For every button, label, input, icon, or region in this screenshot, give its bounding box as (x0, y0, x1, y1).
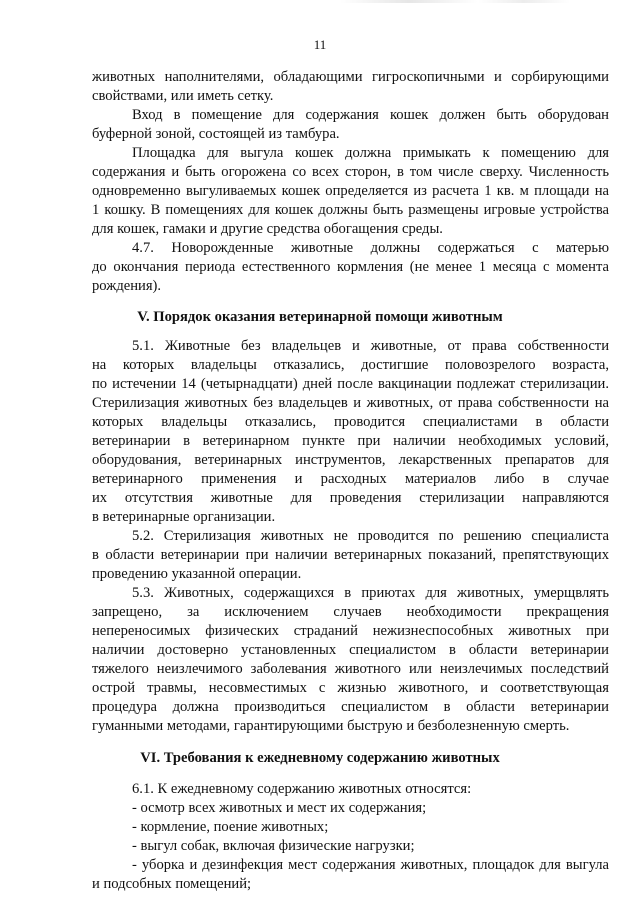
text-line: оборудования, ветеринарных инструментов, лекарственных препаратов для (92, 452, 609, 468)
text-line: одновременно выгуливаемых кошек определяется из расчета 1 кв. м площади на (92, 183, 609, 199)
text-line: которых владельцы отказались, проводится специалистами в области (92, 414, 609, 430)
text-line: острой травмы, несовместимых с жизнью животного, и соответствующая (92, 680, 609, 696)
text-line: 1 кошку. В помещениях для кошек должны быть размещены игровые устройства (92, 202, 609, 218)
text-line: 4.7. Новорожденные животные должны содержаться с матерью (132, 240, 609, 256)
text-line: гуманными методами, гарантирующими быструю и безболезненную смерть. (92, 718, 570, 734)
text-line: наличии достоверно установленных специалистом в области ветеринарии (92, 642, 609, 658)
text-line: процедура должна производиться специалистом в области ветеринарии (92, 699, 609, 715)
text-line: на которых владельцы отказались, достигшие половозрелого возраста, (92, 357, 609, 373)
section-heading: VI. Требования к ежедневному содержанию животных (140, 750, 500, 766)
list-item: - выгул собак, включая физические нагрузки; (132, 838, 415, 854)
section-heading: V. Порядок оказания ветеринарной помощи животным (137, 309, 503, 325)
text-line: ветеринарии в ветеринарном пункте при наличии необходимых условий, (92, 433, 609, 449)
text-line: и подсобных помещений; (92, 876, 252, 892)
text-line: проведению указанной операции. (92, 566, 302, 582)
text-line: для кошек, гамаки и другие средства обогащения среды. (92, 221, 443, 237)
text-line: их отсутствия животные для проведения стерилизации направляются (92, 490, 609, 506)
text-line: животных наполнителями, обладающими гигроскопичными и сорбирующими (92, 69, 609, 85)
text-line: 5.3. Животных, содержащихся в приютах для животных, умерщвлять (132, 585, 609, 601)
text-line: тяжелого неизлечимого заболевания животного или неизлечимых последствий (92, 661, 609, 677)
text-line: в ветеринарные организации. (92, 509, 276, 525)
text-line: 5.2. Стерилизация животных не проводится по решению специалиста (132, 528, 609, 544)
text-line: ветеринарного применения и расходных материалов либо в случае (92, 471, 609, 487)
page-number: 11 (313, 37, 327, 52)
text-line: непереносимых физических страданий нежизнеспособных животных при (92, 623, 609, 639)
text-line: в области ветеринарии при наличии ветеринарных показаний, препятствующих (92, 547, 609, 563)
text-line: буферной зоной, состоящей из тамбура. (92, 126, 340, 142)
scan-artifact (340, 0, 570, 3)
list-item: - осмотр всех животных и мест их содержания; (132, 800, 427, 816)
text-line: Стерилизация животных без владельцев и животных, от права собственности на (92, 395, 609, 411)
text-line: 5.1. Животные без владельцев и животные, от права собственности (132, 338, 609, 354)
list-item: - кормление, поение животных; (132, 819, 329, 835)
text-line: Площадка для выгула кошек должна примыкать к помещению для (132, 145, 609, 161)
text-line: Вход в помещение для содержания кошек должен быть оборудован (132, 107, 609, 123)
text-line: до окончания периода естественного кормления (не менее 1 месяца с момента (92, 259, 609, 275)
text-line: свойствами, или иметь сетку. (92, 88, 274, 104)
text-line: 6.1. К ежедневному содержанию животных относятся: (132, 781, 472, 797)
text-line: запрещено, за исключением случаев необходимости прекращения (92, 604, 609, 620)
list-item: - уборка и дезинфекция мест содержания животных, площадок для выгула (132, 857, 609, 873)
text-line: по истечении 14 (четырнадцати) дней после вакцинации подлежат стерилизации. (92, 376, 609, 392)
text-line: рождения). (92, 278, 162, 294)
text-line: содержания и быть огорожена со всех сторон, в том числе сверху. Численность (92, 164, 609, 180)
